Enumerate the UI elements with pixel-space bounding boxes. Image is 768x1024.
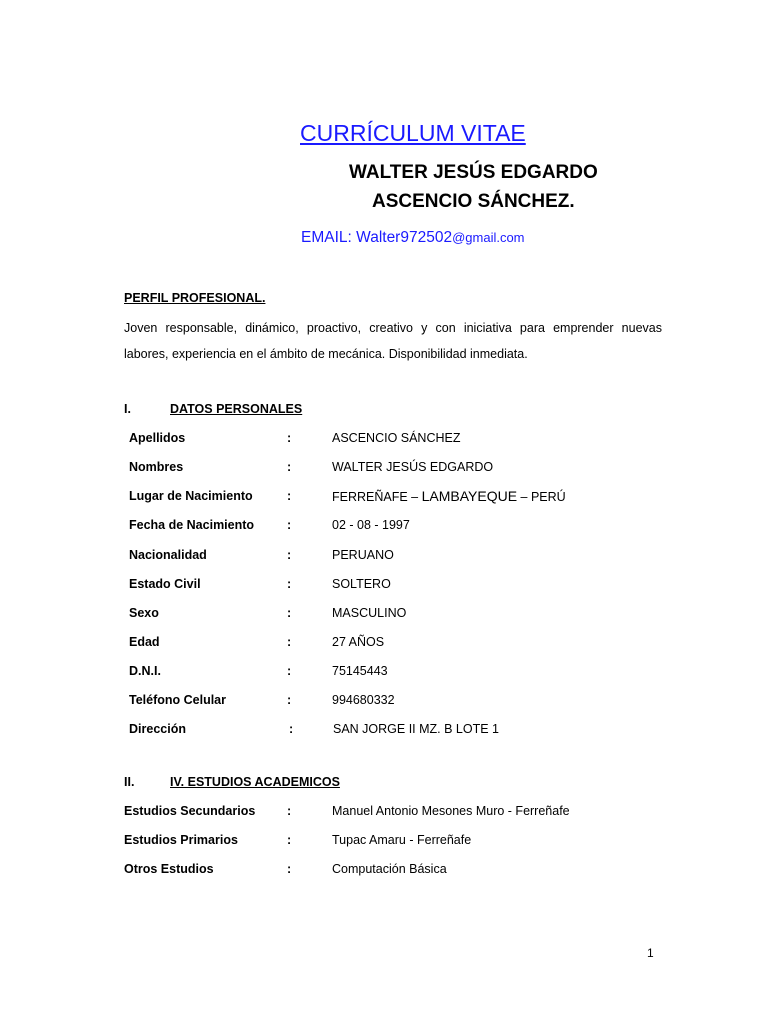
name-first-line: WALTER JESÚS EDGARDO <box>349 162 598 183</box>
row-label: D.N.I. <box>129 664 161 678</box>
row-separator: : <box>289 722 294 736</box>
row-label: Nombres <box>129 460 184 474</box>
personal-section-number: I. <box>124 402 131 416</box>
row-value: 75145443 <box>332 664 388 678</box>
academic-section-heading: IV. ESTUDIOS ACADEMICOS <box>170 775 340 789</box>
row-label: Lugar de Nacimiento <box>129 489 253 503</box>
row-label: Dirección <box>129 722 186 736</box>
row-separator: : <box>287 518 292 532</box>
row-value: WALTER JESÚS EDGARDO <box>332 460 494 474</box>
row-label: Fecha de Nacimiento <box>129 518 255 532</box>
row-separator: : <box>287 664 292 678</box>
document-title: CURRÍCULUM VITAE <box>300 120 526 146</box>
row-value: SAN JORGE II MZ. B LOTE 1 <box>333 722 500 736</box>
row-label: Estado Civil <box>129 577 201 591</box>
row-separator: : <box>287 548 292 562</box>
row-separator: : <box>287 606 292 620</box>
profile-heading: PERFIL PROFESIONAL. <box>124 291 266 305</box>
row-label: Apellidos <box>129 431 186 445</box>
page-number: 1 <box>647 946 654 960</box>
row-value: PERUANO <box>332 548 394 562</box>
row-label: Estudios Secundarios <box>124 804 256 818</box>
value-part-b: LAMBAYEQUE <box>421 488 518 504</box>
row-separator: : <box>287 833 292 847</box>
personal-section-heading: DATOS PERSONALES <box>170 402 303 416</box>
email-label: EMAIL: <box>301 229 357 246</box>
row-separator: : <box>287 862 292 876</box>
row-label: Sexo <box>129 606 159 620</box>
value-part-c: – PERÚ <box>517 490 566 504</box>
email-domain: @gmail.com <box>452 230 525 245</box>
row-value <box>332 488 566 504</box>
row-value: 27 AÑOS <box>332 635 385 649</box>
row-separator: : <box>287 431 292 445</box>
row-value: 02 - 08 - 1997 <box>332 518 410 532</box>
email-line <box>301 229 525 247</box>
row-value: SOLTERO <box>332 577 391 591</box>
row-label: Estudios Primarios <box>124 833 238 847</box>
profile-line-1: Joven responsable, dinámico, proactivo, creativo y con iniciativa para emprender nuevas <box>124 321 662 335</box>
profile-line-2: labores, experiencia en el ámbito de mecánica. Disponibilidad inmediata. <box>124 347 528 361</box>
row-label: Edad <box>129 635 160 649</box>
row-value: Manuel Antonio Mesones Muro - Ferreñafe <box>332 804 570 818</box>
row-separator: : <box>287 693 292 707</box>
row-label: Nacionalidad <box>129 548 207 562</box>
row-separator: : <box>287 460 292 474</box>
name-second-line: ASCENCIO SÁNCHEZ. <box>372 191 575 212</box>
row-separator: : <box>287 577 292 591</box>
academic-section-number: II. <box>124 775 135 789</box>
profile-paragraph <box>124 315 662 367</box>
row-separator: : <box>287 489 292 503</box>
row-value: 994680332 <box>332 693 395 707</box>
email-user: Walter972502 <box>356 229 453 246</box>
row-value: MASCULINO <box>332 606 407 620</box>
row-value: Tupac Amaru - Ferreñafe <box>332 833 472 847</box>
row-separator: : <box>287 635 292 649</box>
row-label: Otros Estudios <box>124 862 214 876</box>
row-value: Computación Básica <box>332 862 447 876</box>
row-value: ASCENCIO SÁNCHEZ <box>332 431 461 445</box>
value-part-a: FERREÑAFE – <box>332 490 422 504</box>
row-separator: : <box>287 804 292 818</box>
row-label: Teléfono Celular <box>129 693 227 707</box>
